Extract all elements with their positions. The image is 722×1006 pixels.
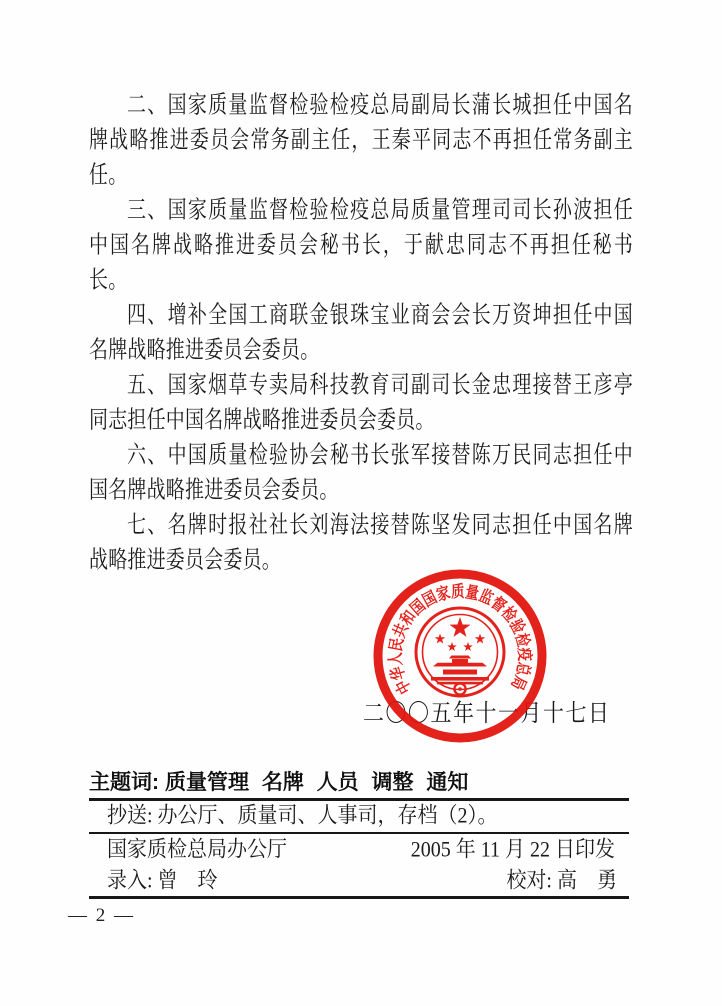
body-line: 二、国家质量监督检验检疫总局副局长蒲长城担任中国名 [127,92,633,119]
subject-label: 主题词: [89,771,159,794]
body-line: 名牌战略推进委员会委员。 [89,337,320,364]
proof-row [89,865,629,898]
entry-by: 录入: 曾 玲 [107,868,218,894]
issuer-name: 国家质检总局办公厅 [107,837,287,863]
body-line: 牌战略推进委员会常务副主任，王秦平同志不再担任常务副主 [89,127,633,154]
body-line: 战略推进委员会委员。 [89,547,282,574]
body-line: 四、增补全国工商联金银珠宝业商会会长万资坤担任中国 [127,302,633,329]
official-seal-icon [370,566,550,746]
proofread-by: 校对: 高 勇 [506,868,617,894]
subject-terms: 质量管理 名牌 人员 调整 通知 [165,771,469,794]
national-emblem-icon [416,608,504,696]
body-line: 国名牌战略推进委员会委员。 [89,477,339,504]
print-date: 2005 年 11 月 22 日印发 [410,837,615,863]
body-line: 任。 [89,162,128,189]
subject-row [89,768,629,798]
document-footer [89,768,629,899]
body-line: 中国名牌战略推进委员会秘书长，于献忠同志不再担任秘书 [89,232,633,259]
body-line: 六、中国质量检验协会秘书长张军接替陈万民同志担任中 [127,442,633,469]
cc-row: 抄送: 办公厅、质量司、人事司，存档（2）。 [107,803,498,829]
seal-date: 二〇〇五年十一月十七日 [363,699,611,727]
page-number: — 2 — [68,905,135,926]
body-line: 七、名牌时报社社长刘海法接替陈坚发同志担任中国名牌 [127,512,633,539]
body-line: 同志担任中国名牌战略推进委员会委员。 [89,407,435,434]
body-line: 长。 [89,267,128,294]
document-body [89,88,633,578]
seal-ring-text: 中华人民共和国国家质量监督检验检疫总局 [386,582,534,697]
issuer-row [89,832,629,867]
body-line: 五、国家烟草专卖局科技教育司副司长金忠理接替王彦亭 [127,372,633,399]
body-line: 三、国家质量监督检验检疫总局质量管理司司长孙波担任 [127,197,633,224]
